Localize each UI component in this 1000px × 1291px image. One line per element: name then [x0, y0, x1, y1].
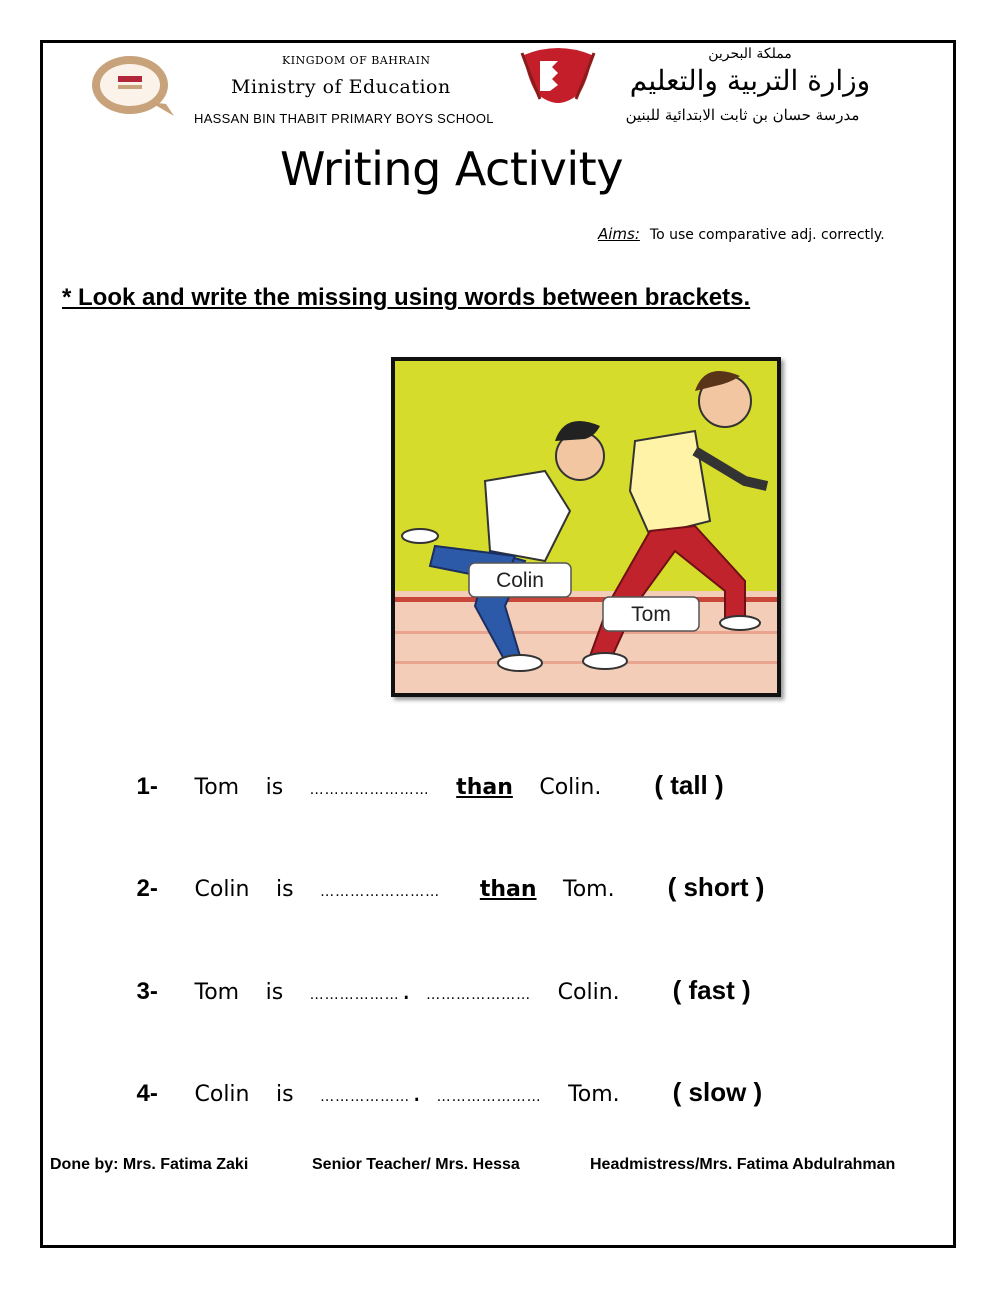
answer-blank-2[interactable]: ………………… [436, 1089, 542, 1105]
answer-blank[interactable]: ……………… [320, 1089, 411, 1105]
question-verb: is [265, 775, 284, 800]
ministry-en: Ministry of Education [231, 76, 451, 98]
question-number: 4- [136, 1080, 158, 1107]
question-4: 4- Colin is ………………. ………………… Tom. ( slow ) [136, 1077, 763, 1107]
runners-illustration [391, 357, 781, 697]
kingdom-en: KINGDOM OF BAHRAIN [282, 54, 431, 67]
bahrain-emblem-icon [520, 45, 596, 105]
colin-label: Colin [496, 569, 544, 592]
than-word: than [456, 775, 513, 800]
runners-drawing [395, 361, 777, 693]
hint-adjective: ( fast ) [672, 975, 751, 1005]
answer-blank[interactable]: …………………… [309, 782, 430, 798]
page-title: Writing Activity [280, 142, 623, 196]
question-subject: Colin [194, 1082, 250, 1107]
tom-label: Tom [631, 603, 671, 626]
question-number: 1- [136, 773, 158, 800]
quality-logo [88, 52, 180, 118]
question-subject: Colin [194, 877, 250, 902]
question-subject: Tom [194, 980, 240, 1005]
aims-label: Aims: [598, 225, 640, 243]
aims [598, 225, 885, 243]
answer-blank[interactable]: ……………… [309, 987, 400, 1003]
question-object: Colin. [557, 980, 620, 1005]
answer-blank[interactable]: …………………… [320, 884, 441, 900]
instruction: * Look and write the missing using words between brackets. [62, 284, 751, 311]
school-ar: مدرسة حسان بن ثابت الابتدائية للبنين [625, 106, 860, 124]
than-word: than [479, 877, 537, 902]
hint-adjective: ( slow ) [672, 1077, 763, 1107]
hint-adjective: ( tall ) [654, 770, 724, 800]
question-object: Tom. [568, 1082, 620, 1107]
question-number: 2- [136, 875, 158, 902]
kingdom-ar: مملكة البحرين [708, 46, 792, 62]
hint-adjective: ( short ) [667, 872, 765, 902]
question-verb: is [276, 1082, 294, 1107]
question-number: 3- [136, 978, 158, 1005]
question-1 [110, 745, 724, 801]
footer-senior-teacher: Senior Teacher/ Mrs. Hessa [312, 1156, 520, 1173]
question-object: Tom. [563, 877, 615, 902]
question-subject: Tom [194, 775, 240, 800]
aims-text: To use comparative adj. correctly. [649, 227, 885, 243]
question-2 [110, 847, 764, 903]
ministry-ar: وزارة التربية والتعليم [629, 64, 871, 97]
question-3: 3- Tom is ………………. ………………… Colin. ( fast ) [136, 975, 751, 1005]
footer-headmistress: Headmistress/Mrs. Fatima Abdulrahman [590, 1156, 896, 1173]
school-en: HASSAN BIN THABIT PRIMARY BOYS SCHOOL [194, 111, 494, 126]
question-verb: is [265, 980, 284, 1005]
question-verb: is [276, 877, 294, 902]
answer-blank-2[interactable]: ………………… [426, 987, 532, 1003]
footer-done-by: Done by: Mrs. Fatima Zaki [50, 1156, 249, 1173]
question-object: Colin. [539, 775, 602, 800]
